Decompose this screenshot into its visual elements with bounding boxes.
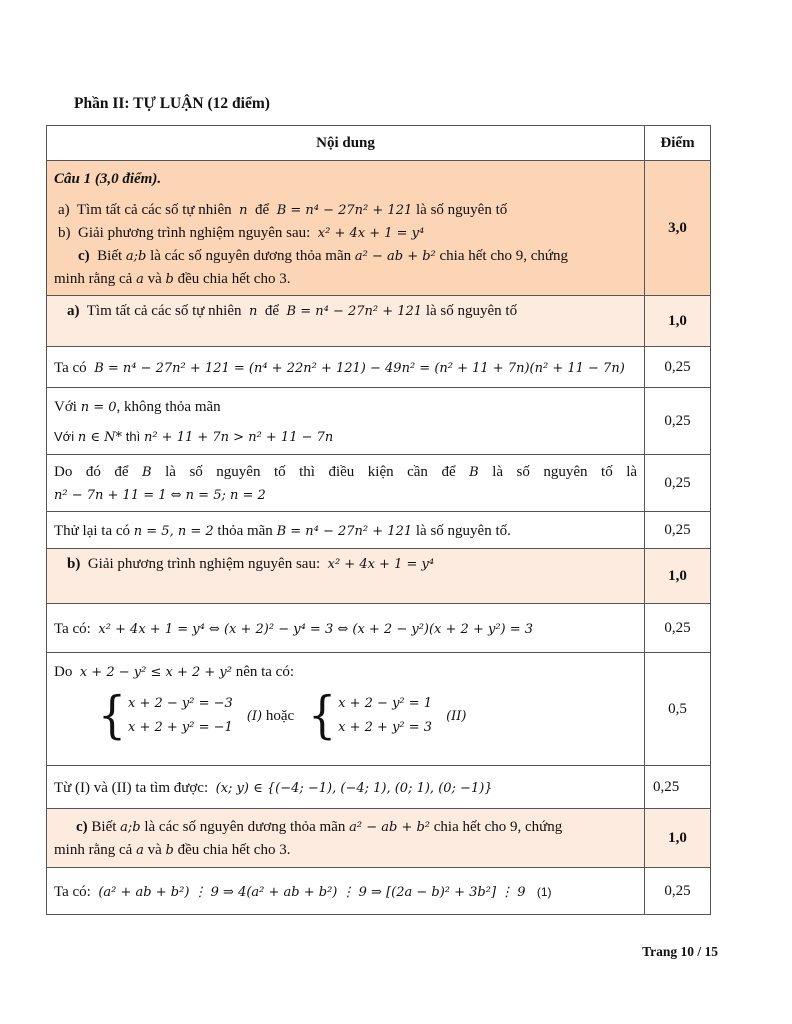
question-1-content [47, 162, 644, 295]
part-b-step-2: Do x + 2 − y² ≤ x + 2 + y² nên ta có: { x + 2 − y² = −3 x + 2 + y² = −1 (I) hoặc { x + 2 − y² = 1 x + 2 + y² = 3 (II) 0,5 [47, 653, 711, 766]
answer-table [46, 125, 711, 915]
part-a-score: 1,0 [645, 296, 711, 347]
part-a-step-1-score: 0,25 [645, 347, 711, 388]
question-1-row [47, 161, 711, 296]
part-a-step-4: Thử lại ta có n = 5, n = 2 thỏa mãn B = n⁴ − 27n² + 121 là số nguyên tố. 0,25 [47, 512, 711, 549]
part-a-step-3: Do đó để B là số nguyên tố thì điều kiện cần để B là số nguyên tố là n² − 7n + 11 = 1 ⇔ n = 5; n = 2 0,25 [47, 455, 711, 512]
part-b-header-row [47, 549, 711, 604]
part-c-step-1: Ta có: (a² + ab + b²) ⋮ 9 ⇒ 4(a² + ab + b²) ⋮ 9 ⇒ [(2a − b)² + 3b²] ⋮ 9 (1) 0,25 [47, 868, 711, 915]
brace-symbol: { [98, 686, 126, 745]
score-column-header: Điểm [645, 126, 711, 161]
question-1-score: 3,0 [645, 161, 711, 296]
part-c-step-1-score: 0,25 [645, 868, 711, 915]
part-a-step-3-score: 0,25 [645, 455, 711, 512]
part-b-header: b) Giải phương trình nghiệm nguyên sau: x² + 4x + 1 = y⁴ [67, 556, 435, 572]
part-a-step-1: Ta có B = n⁴ − 27n² + 121 = (n⁴ + 22n² + 121) − 49n² = (n² + 11 + 7n)(n² + 11 − 7n) 0,25 [47, 347, 711, 388]
part-b-score: 1,0 [645, 549, 711, 604]
part-b-step-2-score: 0,5 [645, 653, 711, 766]
part-b-step-1: Ta có: x² + 4x + 1 = y⁴ ⇔ (x + 2)² − y⁴ = 3 ⇔ (x + 2 − y²)(x + 2 + y²) = 3 0,25 [47, 604, 711, 653]
part-a-step-4-score: 0,25 [645, 512, 711, 549]
content-column-header: Nội dung [47, 126, 645, 161]
part-c-score: 1,0 [645, 809, 711, 868]
part-a-header: a) Tìm tất cả các số tự nhiên n để B = n⁴ − 27n² + 121 là số nguyên tố [67, 303, 518, 319]
part-a-header-row [47, 296, 711, 347]
question-1b: b) Giải phương trình nghiệm nguyên sau: x² + 4x + 1 = y⁴ [58, 224, 425, 241]
part-b-step-1-score: 0,25 [645, 604, 711, 653]
section-title: Phần II: TỰ LUẬN (12 điểm) [74, 95, 270, 112]
question-1c: c) Biết a;b là các số nguyên dương thỏa mãn a² − ab + b² chia hết cho 9, chứng [78, 247, 569, 264]
part-a-step-2-score: 0,25 [645, 388, 711, 455]
question-1-title: Câu 1 (3,0 điểm). [54, 170, 162, 187]
page-footer: Trang 10 / 15 [642, 944, 718, 959]
question-1a: a) Tìm tất cả các số tự nhiên n để B = n⁴ − 27n² + 121 là số nguyên tố [58, 201, 508, 218]
part-c-header: c) Biết a;b là các số nguyên dương thỏa mãn a² − ab + b² chia hết cho 9, chứng minh rằng cả a và b đều chia hết cho 3. [54, 819, 563, 858]
part-c-header-row [47, 809, 711, 868]
part-b-step-3-score: 0,25 [645, 766, 711, 809]
part-b-step-3: Từ (I) và (II) ta tìm được: (x; y) ∈ {(−4; −1), (−4; 1), (0; 1), (0; −1)} 0,25 [47, 766, 711, 809]
question-1c-line2: minh rằng cả a và b đều chia hết cho 3. [54, 270, 291, 287]
part-a-step-2: Với n = 0, không thỏa mãn Với n ∈ N* thì n² + 11 + 7n > n² + 11 − 7n 0,25 [47, 388, 711, 455]
table-header-row [47, 126, 711, 161]
brace-symbol: { [308, 686, 337, 745]
equation-systems: { x + 2 − y² = −3 x + 2 + y² = −1 (I) hoặc { x + 2 − y² = 1 x + 2 + y² = 3 (II) [98, 686, 467, 745]
